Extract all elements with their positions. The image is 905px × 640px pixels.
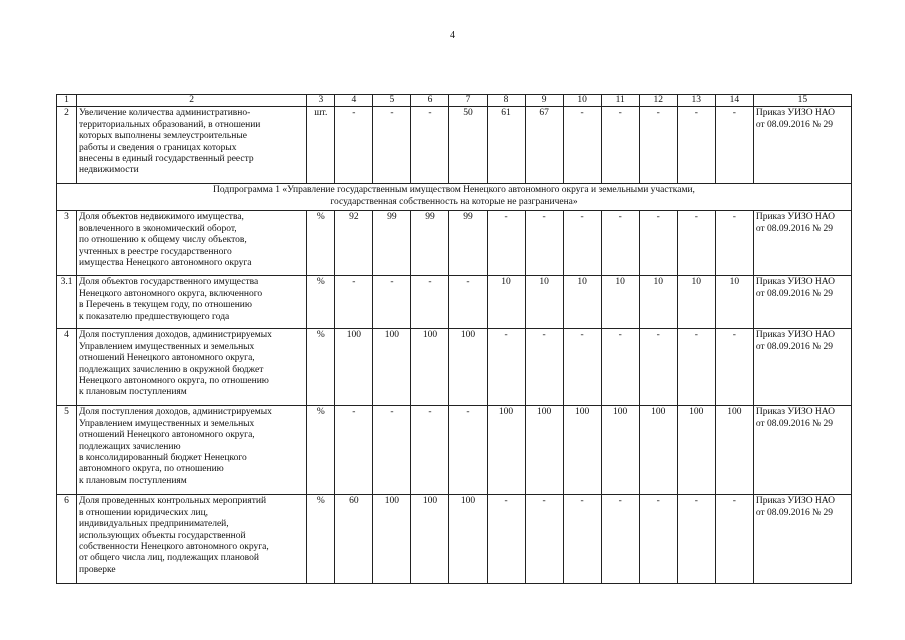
value-cell: 10 <box>715 276 753 329</box>
column-number: 5 <box>373 95 411 107</box>
table-row <box>57 276 852 329</box>
value-cell: - <box>601 211 639 276</box>
value-cell: - <box>601 495 639 584</box>
value-cell: - <box>411 406 449 495</box>
column-number: 10 <box>563 95 601 107</box>
value-cell: 100 <box>411 495 449 584</box>
column-number: 7 <box>449 95 487 107</box>
value-cell: - <box>639 495 677 584</box>
value-cell: 100 <box>715 406 753 495</box>
value-cell: - <box>563 329 601 406</box>
unit-cell: % <box>307 276 335 329</box>
indicator-description: Доля объектов недвижимого имущества, вовлеченного в экономический оборот, по отношению к общему числу объектов, учтенных в реестре государственного имущества Ненецкого автономного округа <box>77 211 307 276</box>
subprogram-title: Подпрограмма 1 «Управление государственным имуществом Ненецкого автономного округа и земельными участками, государственная собственность на которые не разграничена» <box>57 184 852 211</box>
value-cell: - <box>411 276 449 329</box>
value-cell: - <box>677 329 715 406</box>
value-cell: - <box>487 495 525 584</box>
table-row <box>57 406 852 495</box>
subprogram-row <box>57 184 852 211</box>
value-cell: 67 <box>525 107 563 184</box>
value-cell: - <box>715 495 753 584</box>
unit-cell: % <box>307 211 335 276</box>
value-cell: - <box>335 107 373 184</box>
value-cell: - <box>373 107 411 184</box>
value-cell: - <box>639 211 677 276</box>
indicators-table <box>56 94 852 584</box>
value-cell: 100 <box>411 329 449 406</box>
table-row <box>57 107 852 184</box>
value-cell: - <box>677 495 715 584</box>
value-cell: - <box>639 107 677 184</box>
column-number: 1 <box>57 95 77 107</box>
column-number: 6 <box>411 95 449 107</box>
value-cell: - <box>449 276 487 329</box>
row-number: 3.1 <box>57 276 77 329</box>
value-cell: 100 <box>639 406 677 495</box>
value-cell: 99 <box>449 211 487 276</box>
value-cell: - <box>715 107 753 184</box>
value-cell: - <box>373 276 411 329</box>
value-cell: 50 <box>449 107 487 184</box>
value-cell: - <box>449 406 487 495</box>
value-cell: 100 <box>487 406 525 495</box>
value-cell: 60 <box>335 495 373 584</box>
row-number: 3 <box>57 211 77 276</box>
column-number: 11 <box>601 95 639 107</box>
unit-cell: % <box>307 406 335 495</box>
column-number: 14 <box>715 95 753 107</box>
value-cell: 99 <box>411 211 449 276</box>
unit-cell: % <box>307 495 335 584</box>
value-cell: 100 <box>373 495 411 584</box>
value-cell: - <box>639 329 677 406</box>
column-number: 13 <box>677 95 715 107</box>
row-number: 4 <box>57 329 77 406</box>
table-row <box>57 211 852 276</box>
value-cell: - <box>373 406 411 495</box>
value-cell: 100 <box>563 406 601 495</box>
value-cell: - <box>487 211 525 276</box>
row-number: 5 <box>57 406 77 495</box>
indicator-description: Доля проведенных контрольных мероприятий в отношении юридических лиц, индивидуальных предпринимателей, использующих объекты государственной собственности Ненецкого автономного округа, от общего числа лиц, подлежащих плановой проверке <box>77 495 307 584</box>
value-cell: 100 <box>335 329 373 406</box>
value-cell: 100 <box>449 495 487 584</box>
value-cell: - <box>601 107 639 184</box>
row-number: 2 <box>57 107 77 184</box>
value-cell: 99 <box>373 211 411 276</box>
value-cell: 100 <box>449 329 487 406</box>
value-cell: - <box>525 329 563 406</box>
column-number: 3 <box>307 95 335 107</box>
column-number: 8 <box>487 95 525 107</box>
reference-cell: Приказ УИЗО НАО от 08.09.2016 № 29 <box>753 107 851 184</box>
value-cell: - <box>525 211 563 276</box>
value-cell: - <box>335 276 373 329</box>
column-number: 4 <box>335 95 373 107</box>
reference-cell: Приказ УИЗО НАО от 08.09.2016 № 29 <box>753 276 851 329</box>
value-cell: 10 <box>487 276 525 329</box>
value-cell: 10 <box>677 276 715 329</box>
indicator-description: Доля поступления доходов, администрируемых Управлением имущественных и земельных отношений Ненецкого автономного округа, подлежащих зачислению в консолидированный бюджет Ненецкого автономного округа, по отношению к плановым поступлениям <box>77 406 307 495</box>
value-cell: - <box>677 211 715 276</box>
column-number: 2 <box>77 95 307 107</box>
value-cell: 10 <box>525 276 563 329</box>
value-cell: - <box>563 211 601 276</box>
reference-cell: Приказ УИЗО НАО от 08.09.2016 № 29 <box>753 406 851 495</box>
value-cell: 100 <box>601 406 639 495</box>
indicator-description: Увеличение количества административно- территориальных образований, в отношении которых выполнены землеустроительные работы и сведения о границах которых внесены в единый государственный реестр недвижимости <box>77 107 307 184</box>
column-number: 12 <box>639 95 677 107</box>
value-cell: - <box>677 107 715 184</box>
table-row <box>57 329 852 406</box>
value-cell: - <box>563 107 601 184</box>
reference-cell: Приказ УИЗО НАО от 08.09.2016 № 29 <box>753 211 851 276</box>
value-cell: - <box>563 495 601 584</box>
value-cell: 100 <box>525 406 563 495</box>
value-cell: 10 <box>639 276 677 329</box>
column-number: 9 <box>525 95 563 107</box>
value-cell: 10 <box>563 276 601 329</box>
value-cell: - <box>601 329 639 406</box>
value-cell: - <box>525 495 563 584</box>
reference-cell: Приказ УИЗО НАО от 08.09.2016 № 29 <box>753 329 851 406</box>
row-number: 6 <box>57 495 77 584</box>
reference-cell: Приказ УИЗО НАО от 08.09.2016 № 29 <box>753 495 851 584</box>
value-cell: 100 <box>373 329 411 406</box>
column-number-row <box>57 95 852 107</box>
unit-cell: % <box>307 329 335 406</box>
value-cell: - <box>487 329 525 406</box>
column-number: 15 <box>753 95 851 107</box>
value-cell: - <box>715 211 753 276</box>
value-cell: - <box>335 406 373 495</box>
value-cell: 92 <box>335 211 373 276</box>
value-cell: 100 <box>677 406 715 495</box>
value-cell: 10 <box>601 276 639 329</box>
value-cell: - <box>411 107 449 184</box>
table-row <box>57 495 852 584</box>
value-cell: - <box>715 329 753 406</box>
indicator-description: Доля объектов государственного имущества Ненецкого автономного округа, включенного в Перечень в текущем году, по отношению к показателю предшествующего года <box>77 276 307 329</box>
indicator-description: Доля поступления доходов, администрируемых Управлением имущественных и земельных отношений Ненецкого автономного округа, подлежащих зачислению в окружной бюджет Ненецкого автономного округа, по отношению к плановым поступлениям <box>77 329 307 406</box>
unit-cell: шт. <box>307 107 335 184</box>
value-cell: 61 <box>487 107 525 184</box>
page-number: 4 <box>450 30 455 41</box>
